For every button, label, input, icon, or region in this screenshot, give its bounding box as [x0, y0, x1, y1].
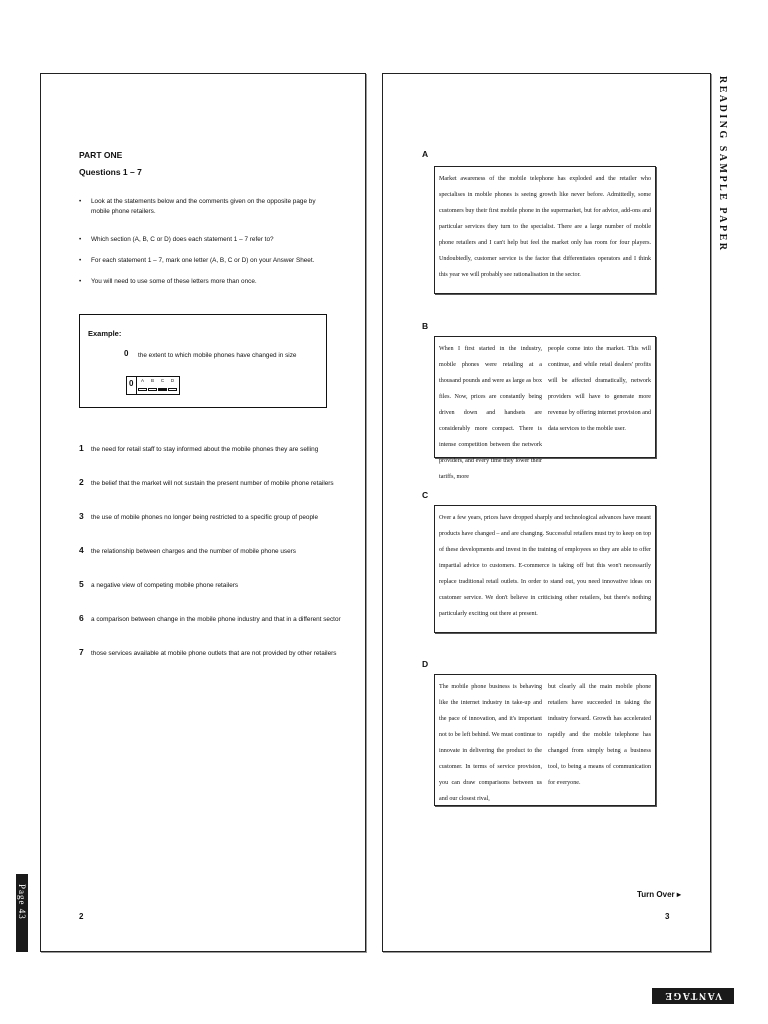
answer-letter: B [150, 378, 154, 383]
question-item: 5 a negative view of competing mobile phone retailers [79, 579, 239, 589]
example-label: Example: [88, 329, 122, 338]
bec-vantage-tab: BEC VANTAGE [652, 988, 734, 1004]
section-d-text [434, 674, 656, 806]
instruction-item: • Which section (A, B, C or D) does each statement 1 – 7 refer to? [79, 236, 274, 243]
section-letter-a: A [422, 149, 429, 159]
page-tab: Page 43 [16, 874, 28, 952]
question-item: 1 the need for retail staff to stay informed about the mobile phones they are selling [79, 443, 319, 453]
example-text: the extent to which mobile phones have changed in size [138, 352, 297, 359]
side-title: READING SAMPLE PAPER [717, 76, 728, 253]
page-number: 2 [79, 912, 84, 921]
left-page [40, 73, 366, 952]
answer-letter: A [140, 378, 144, 383]
question-item: 4 the relationship between charges and the number of mobile phone users [79, 545, 296, 555]
question-item: 7 those services available at mobile phone outlets that are not provided by other retailers [79, 647, 337, 657]
answer-lozenge-a [138, 388, 147, 391]
section-c-text: Over a few years, prices have dropped sharply and technological advances have meant products have changed – and are changing. Successful retailers must try to keep on top of these developments and invest in the training of employees so they are able to offer impartial advice to customers. E-commerce is taking off but this won't necessarily replace traditional retail outlets. In order to stand out, you need innovative ideas on customer service. We don't believe in criticising other retailers, but there's nothing particularly exciting out there at present. [434, 505, 656, 633]
section-b-col2: people come into the market. This will continue, and while retail dealers' profits will be affected dramatically, network providers will have to generate more revenue by offering internet provision and data services to the mobile user. [548, 346, 651, 432]
questions-title: Questions 1 – 7 [79, 167, 142, 177]
section-letter-d: D [422, 659, 429, 669]
section-b-text [434, 336, 656, 480]
section-a-text: Market awareness of the mobile telephone has exploded and the retailer who specialises in mobile phones is seeing growth like never before. Admittedly, some customers buy their first mobile phone in the supermarket, but for advice, add-ons and particular services they turn to the specialist. There are a large number of mobile phone retailers and I can't help but feel the market only has room for four players. Undoubtedly, customer service is the factor that differentiates operators and I think this year we will probably see rationalisation in the sector. [434, 166, 656, 294]
section-letter-b: B [422, 321, 429, 331]
part-title: PART ONE [79, 150, 123, 160]
page-number: 3 [665, 912, 670, 921]
section-d-col2: but clearly all the main mobile phone retailers have succeeded in taking the industry forward. Growth has accelerated rapidly and the mobile telephone has changed from simply being a business tool, to being a means of communication for everyone. [548, 684, 651, 786]
turn-over-label: Turn Over ▸ [637, 890, 681, 899]
answer-lozenge-b [148, 388, 157, 391]
answer-letter: D [170, 378, 175, 383]
section-letter-c: C [422, 490, 429, 500]
example-number: 0 [124, 349, 129, 358]
section-b-col1: When I first started in the industry, mobile phones were retailing at a thousand pounds and were as large as box files. Now, prices are constantly being driven down and handsets are considerably more compact. There is intense competition between the network providers, and every time they lower their tariffs, more [439, 346, 542, 480]
instruction-item: • Look at the statements below and the comments given on the opposite page by mobile phone retailers. [79, 198, 316, 216]
answer-letter: C [160, 378, 165, 383]
instruction-item: • For each statement 1 – 7, mark one letter (A, B, C or D) on your Answer Sheet. [79, 257, 315, 264]
section-d-col1: The mobile phone business is behaving like the internet industry in take-up and the pace of innovation, and it's important not to be left behind. We must continue to innovate in delivering the product to the customer. In terms of service provision, you can draw comparisons between us and our closest rival, [439, 684, 542, 802]
answer-grid-number: 0 [129, 379, 134, 388]
answer-grid [126, 376, 180, 395]
question-item: 3 the use of mobile phones no longer being restricted to a specific group of people [79, 511, 319, 521]
example-box [79, 314, 327, 408]
answer-lozenge-c [158, 388, 167, 391]
answer-lozenge-d [168, 388, 177, 391]
right-page [382, 73, 711, 952]
instruction-item: • You will need to use some of these letters more than once. [79, 278, 257, 285]
question-item: 6 a comparison between change in the mobile phone industry and that in a different sector [79, 613, 341, 623]
question-item: 2 the belief that the market will not sustain the present number of mobile phone retailers [79, 477, 334, 487]
